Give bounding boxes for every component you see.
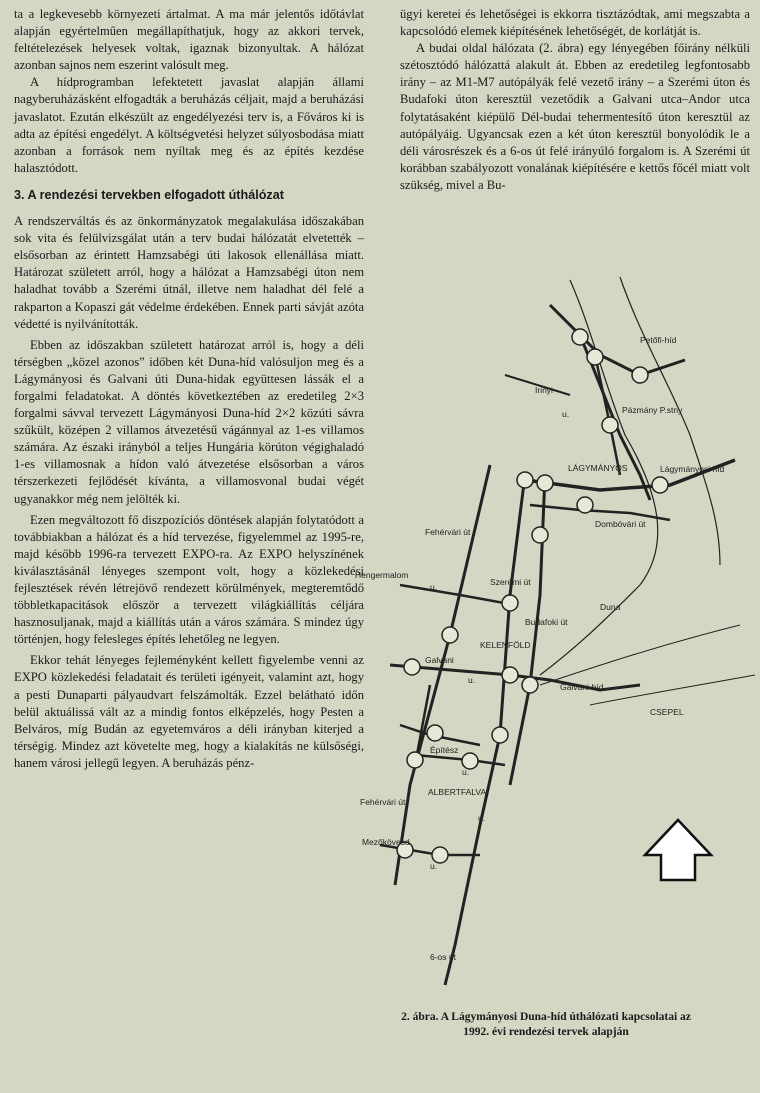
junction-node: [632, 367, 648, 383]
junction-node: [602, 417, 618, 433]
paragraph: ta a legkevesebb környezeti ártalmat. A ma már jelentős időtávlat alapján egyértelműen megállapíthatjuk, hogy az akkori tervek, feltételezések helyesek voltak, igaznak bizonyultak. A hálózat azonban sajnos nem eszerint valósult meg.: [14, 7, 364, 73]
junction-node: [572, 329, 588, 345]
junction-node: [427, 725, 443, 741]
map-label: Mezőkövesd: [362, 837, 410, 847]
junction-node: [442, 627, 458, 643]
junction-node: [492, 727, 508, 743]
junction-node: [522, 677, 538, 693]
road-epitesz: [415, 755, 505, 765]
paragraph: A budai oldal hálózata (2. ábra) egy lényegében főirány nélküli szétosztódó hálózattá alakult át. Ebben az eredetileg legfontosabb irány – az M1-M7 autópályák felé vezető irány – a Szerémi úton és Budafoki úton keresztül vezetődik a Galvani utca–Andor utca folytatásaként kiépülő Dél-budai tehermentesítő úton keresztül az autópályáig. Ugyancsak ezen a két úton keresztül bonyolódik le a déli városrészek és a 6-os út felé irányúló forgalom is. A Szerémi út korábban szabályozott vonalának kiépítésére e kettős főcél miatt volt szükség, mivel a Bu-: [400, 41, 750, 192]
map-label: u.: [468, 675, 476, 685]
map-label: Szerémi út: [490, 577, 531, 587]
junction-node: [407, 752, 423, 768]
map-label: u.: [430, 861, 438, 871]
map-label: Hengermalom: [355, 570, 409, 580]
junction-node: [404, 659, 420, 675]
road-network-map: [340, 265, 760, 1005]
map-label: Galvani: [425, 655, 454, 665]
road-szeremi: [445, 475, 525, 985]
map-label: ALBERTFALVA: [428, 787, 487, 797]
map-label: u.: [562, 409, 570, 419]
paragraph: ügyi keretei és lehetőségei is ekkorra tisztázódtak, ami megszabta a kapcsolódó elemek kiépítésének lehetőségét, de korlátját is.: [400, 7, 750, 39]
figure-caption: [356, 1010, 736, 1040]
paragraph: Ekkor tehát lényeges fejleményként kellett figyelembe venni az EXPO közlekedési feladatait és területi igényeit, valamint azt, hogy a pesti Dunaparti pályaudvart felszámolták. Ezzel belátható időn belül aktuálissá vált az a mindig fontos elképzelés, hogy Pesten a Belváros, míg Budán az egyetemváros a déli irányban kiterjed a térségig. Mindez azt követelte meg, hogy a kialakítás ne külsőségi, hanem városi jellegű legyen. A beruházás pénz-: [14, 653, 364, 770]
junction-node: [532, 527, 548, 543]
map-label: Fehérvári út: [425, 527, 471, 537]
map-label: Építész: [430, 745, 459, 755]
caption-line: 2. ábra. A Lágymányosi Duna-híd úthálózati kapcsolatai az: [401, 1011, 691, 1023]
caption-line: 1992. évi rendezési tervek alapján: [463, 1026, 629, 1038]
north-arrow-icon: [645, 820, 711, 880]
road-budafoki: [510, 475, 545, 785]
junction-node: [502, 595, 518, 611]
junction-node: [502, 667, 518, 683]
junction-node: [577, 497, 593, 513]
map-label: 6-os út: [430, 952, 456, 962]
junction-node: [517, 472, 533, 488]
map-label: LÁGYMÁNYOS: [568, 463, 628, 473]
left-column: [14, 6, 364, 772]
map-label: Lágymányosi híd: [660, 464, 725, 474]
section-heading: 3. A rendezési tervekben elfogadott úthálózat: [14, 187, 284, 202]
paragraph: Ezen megváltozott fő diszpozíciós döntések alapján folytatódott a továbbiakban a hálózat és a híd tervezése, figyelemmel az 1995-re, majd később 1996-ra tervezett EXPO-ra. Az EXPO helyszínének kiválasztásánál lényeges szempont volt, hogy a közlekedési fejlesztések révén létrejövő rendezett körülmények, megteremtődő többletkapacitások először a tervezett világkiállítás céljára hasznosuljanak, majd a kiállítás után a város számára. S mindez úgy történjen, hogy felesleges építés lehetőleg ne legyen.: [14, 512, 364, 647]
map-label: Duna: [600, 602, 621, 612]
map-label: Fehérvári út: [360, 797, 406, 807]
map-label: Irinyi: [535, 385, 553, 395]
paragraph: A hídprogramban lefektetett javaslat alapján állami nagyberuházásként elfogadták a beruházás céljait, majd a beruházási javaslatot. Ezután elkészült az engedélyezési terv is, a Főváros ki is adta az építési engedélyt. A költségvetési helyzet súlyosbodása miatt azonban a források nem nyíltak meg és az építés kezdése halasztódott.: [14, 75, 364, 175]
map-label: Pázmány P.stny: [622, 405, 683, 415]
paragraph: Ebben az időszakban született határozat arról is, hogy a déli térségben „közel azonos” időben két Duna-híd valósuljon meg és a Lágymányosi és Galvani úti Duna-hidak együttesen lássák el a forgalmi feladatokat. A döntés következtében az eredetileg 2×3 forgalmi sávval tervezett Lágymányosi Duna-híd 2×2 közúti sávra szűkült, középen 2 villamos átvezetésű vágánnyal az 1-es villamos számára. Az északi irányból a teljes Hungária körúton végighaladó 1-es villamosnak a hídon való átvezetése elsősorban a város térszerkezeti fejlődését kívánta, a villamosvonal budai végét ugyanakkor még nem jelölték ki.: [14, 337, 364, 506]
map-label: u.: [430, 582, 438, 592]
map-label: Dombóvári út: [595, 519, 646, 529]
map-label: u.: [478, 813, 486, 823]
map-label: Petőfi-híd: [640, 335, 677, 345]
map-label: KELENFÖLD: [480, 640, 531, 650]
csepel-shore: [540, 625, 755, 705]
map-label: CSEPEL: [650, 707, 684, 717]
junction-node: [537, 475, 553, 491]
road-dombovari: [530, 505, 670, 520]
paragraph: A rendszerváltás és az önkormányzatok megalakulása időszakában sok vita és felülvizsgálat után a terv budai hálózatát elvetették – elsősorban az érintett Hamzsabégi úti lakosok ellenállása miatt. Határozat született arról, hogy a hálózat a Hamzsabégi úton nem haladhat tovább a Szerémi útnál, illetve nem haladhat dél felé a rakparton a Kopaszi gát védelme érdekében. Ennek parti sávját azóta védetté is nyilvánították.: [14, 214, 364, 331]
map-label: Galvani-híd: [560, 682, 604, 692]
road-inner-loop: [595, 355, 620, 475]
junction-node: [652, 477, 668, 493]
junction-node: [587, 349, 603, 365]
map-label: Budafoki út: [525, 617, 568, 627]
right-column: [400, 6, 750, 194]
map-label: u.: [462, 767, 470, 777]
